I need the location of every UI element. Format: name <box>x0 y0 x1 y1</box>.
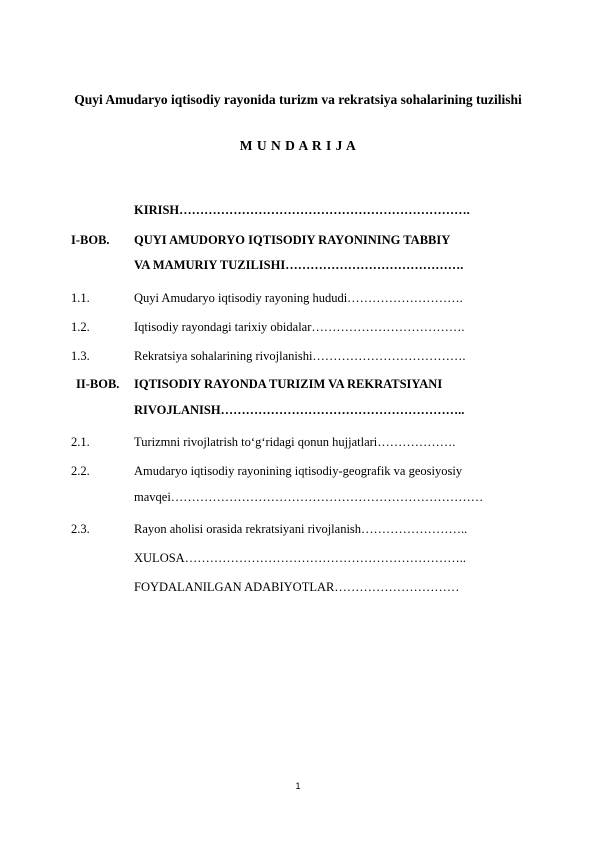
toc-section-2-1-number: 2.1. <box>71 435 90 449</box>
toc-entry-adabiyotlar: FOYDALANILGAN ADABIYOTLAR………………………… <box>134 580 460 594</box>
page-number: 1 <box>295 781 301 791</box>
toc-section-1-3: Rekratsiya sohalarining rivojlanishi………………………………. <box>134 349 466 363</box>
toc-chapter-1-title-line2: VA MAMURIY TUZILISHI……………………………………. <box>134 258 464 272</box>
toc-section-2-3-number: 2.3. <box>71 522 90 536</box>
toc-section-1-1-number: 1.1. <box>71 291 90 305</box>
toc-chapter-2-number: II-BOB. <box>76 377 120 391</box>
toc-section-1-2: Iqtisodiy rayondagi tarixiy obidalar………………………………. <box>134 320 465 334</box>
toc-section-1-3-number: 1.3. <box>71 349 90 363</box>
toc-section-2-2-line1: Amudaryo iqtisodiy rayonining iqtisodiy-geografik va geosiyosiy <box>134 464 463 478</box>
toc-section-2-3: Rayon aholisi orasida rekratsiyani rivojlanish…………………….. <box>134 522 468 536</box>
toc-section-2-2-line2: mavqei………………………………………………………………… <box>134 490 484 504</box>
toc-heading: M U N D A R I J A <box>239 138 357 153</box>
toc-chapter-1-title-line1: QUYI AMUDORYO IQTISODIY RAYONINING TABBIY <box>134 233 451 247</box>
toc-chapter-1-number: I-BOB. <box>71 233 110 247</box>
toc-section-2-1: Turizmni rivojlatrish to‘g‘ridagi qonun hujjatlari………………. <box>134 435 456 449</box>
toc-entry-kirish: KIRISH……………………………………………………………. <box>134 203 470 217</box>
document-title: Quyi Amudaryo iqtisodiy rayonida turizm va rekratsiya sohalarining tuzilishi <box>74 92 522 107</box>
toc-chapter-2-title-line2: RIVOJLANISH………………………………………………….. <box>134 403 465 417</box>
toc-section-1-1: Quyi Amudaryo iqtisodiy rayoning hududi………………………. <box>134 291 463 305</box>
toc-chapter-2-title-line1: IQTISODIY RAYONDA TURIZIM VA REKRATSIYANI <box>134 377 443 391</box>
toc-section-2-2-number: 2.2. <box>71 464 90 478</box>
toc-section-1-2-number: 1.2. <box>71 320 90 334</box>
toc-entry-xulosa: XULOSA………………………………………………………….. <box>134 551 466 565</box>
